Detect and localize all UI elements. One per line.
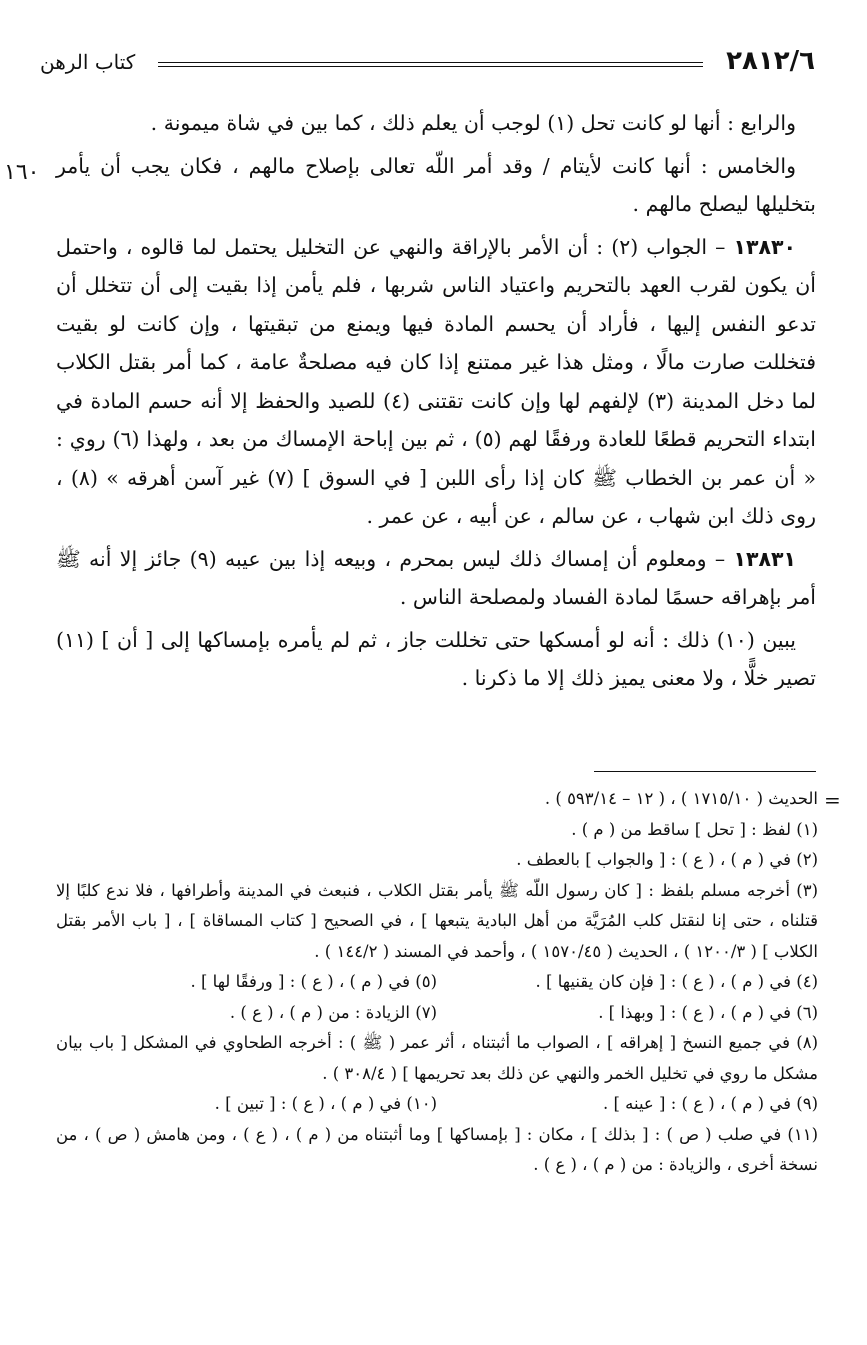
footnote-row: [56, 967, 818, 998]
running-title: كتاب الرهن: [40, 50, 136, 74]
footnote-7: (٧) الزيادة : من ( م ) ، ( ع ) .: [229, 1002, 437, 1022]
footnote-separator: [594, 771, 816, 772]
footnote-5: (٥) في ( م ) ، ( ع ) : [ ورفقًا لها ] .: [190, 972, 437, 991]
footnote-8: (٨) في جميع النسخ [ إهراقه ] ، الصواب ما أثبتناه ، أثر عمر ( ﷺ ) : أخرجه الطحاوي في المشكل [ باب بيان مشكل ما روي في تخليل الخمر والنهي عن ذلك بعد تحريمها ] ( ٣٠٨/٤ ) .: [56, 1033, 818, 1083]
page-header: [40, 44, 815, 84]
footnote-6: (٦) في ( م ) ، ( ع ) : [ وبهذا ] .: [598, 1002, 818, 1022]
footnote-continuation-mark: =: [824, 788, 841, 812]
header-double-rule: [158, 62, 703, 67]
paragraph-explanation: يبين (١٠) ذلك : أنه لو أمسكها حتى تخللت جاز ، ثم لم يأمره بإمساكها إلى [ أن ] (١١) تصير خلًّا ، ولا معنى يميز ذلك إلا ما ذكرنا .: [56, 627, 816, 690]
paragraph-text: – الجواب (٢) : أن الأمر بالإراقة والنهي عن التخليل يحتمل لما قالوه ، واحتمل أن يكون لقرب العهد بالتحريم واعتياد الناس شربها ، فلم يأمن إذا بقيت إلى أن تتخلل أن تدعو النفس إليها ، فأراد أن يحسم المادة فيها ويمنع من تبقيتها ، وإن كانت لو بقيت فتخللت صارت مالًا ، ومثل هذا غير ممتنع إذا كان فيه مصلحةٌ عامة ، كما أمر بقتل الكلاب لما دخل المدينة (٣) لإلفهم لها وإن كانت تقتنى (٤) للصيد والحفظ إلا أنه حسم المادة في ابتداء التحريم قطعًا للعادة ورفقًا لهم (٥) ، ثم بين إباحة الإمساك من بعد ، ولهذا (٦) روي : « أن عمر بن الخطاب ﷺ كان إذا رأى اللبن [ في السوق ] (٧) غير آسن أهرقه » (٨) ، روى ذلك ابن شهاب ، عن سالم ، عن أبيه ، عن عمر .: [56, 234, 816, 528]
paragraph-13830: [56, 228, 816, 536]
footnote-10: (١٠) في ( م ) ، ( ع ) : [ تبين ] .: [214, 1094, 437, 1113]
paragraph-13831: [56, 540, 816, 617]
paragraph-fifth: والخامس : أنها كانت لأيتام / وقد أمر اللّه تعالى بإصلاح مالهم ، فكان يجب أن يأمر بتخليلها ليصلح مالهم .: [56, 153, 816, 216]
footnote-row: [56, 1089, 818, 1120]
footnote-9: (٩) في ( م ) ، ( ع ) : [ عينه ] .: [602, 1094, 818, 1113]
footnotes: [56, 784, 818, 1181]
footnote-2: (٢) في ( م ) ، ( ع ) : [ والجواب ] بالعطف .: [516, 850, 818, 869]
paragraph-number: ١٣٨٣٠: [733, 234, 796, 259]
main-text: [56, 104, 816, 702]
footnote-continued: الحديث ( ١٧١٥/١٠ ) ، ( ١٢ – ٥٩٣/١٤ ) .: [544, 789, 818, 808]
footnote-4: (٤) في ( م ) ، ( ع ) : [ فإن كان يقنيها ] .: [535, 972, 818, 991]
margin-page-number: ١٦٠: [4, 160, 40, 185]
paragraph-text: – ومعلوم أن إمساك ذلك ليس بمحرم ، وبيعه إذا بين عيبه (٩) جائز إلا أنه ﷺ أمر بإهراقه حسمًا لمادة الفساد ولمصلحة الناس .: [56, 546, 816, 609]
footnote-11: (١١) في صلب ( ص ) : [ بذلك ] ، مكان : [ بإمساكها ] وما أثبتناه من ( م ) ، ( ع ) ، ومن هامش ( ص ) ، من نسخة أخرى ، والزيادة : من ( م ) ، ( ع ) .: [56, 1124, 818, 1174]
paragraph-number: ١٣٨٣١: [733, 546, 796, 571]
paragraph-fourth: والرابع : أنها لو كانت تحل (١) لوجب أن يعلم ذلك ، كما بين في شاة ميمونة .: [150, 111, 796, 135]
footnote-3: (٣) أخرجه مسلم بلفظ : [ كان رسول اللّه ﷺ يأمر بقتل الكلاب ، فنبعث في المدينة وأطرافها ، فلا ندع كلبًا إلا قتلناه ، حتى إنا لنقتل كلب المُرَيَّة من أهل البادية يتبعها ] ، في الصحيح [ كتاب المساقاة ] ، [ باب الأمر بقتل الكلاب ] ( ١٢٠٠/٣ ) ، الحديث ( ١٥٧٠/٤٥ ) ، وأحمد في المسند ( ١٤٤/٢ ) .: [56, 880, 818, 961]
page-number: ٢٨١٢/٦: [726, 46, 815, 76]
footnote-row: [56, 998, 818, 1029]
footnote-1: (١) لفظ : [ تحل ] ساقط من ( م ) .: [571, 819, 818, 839]
